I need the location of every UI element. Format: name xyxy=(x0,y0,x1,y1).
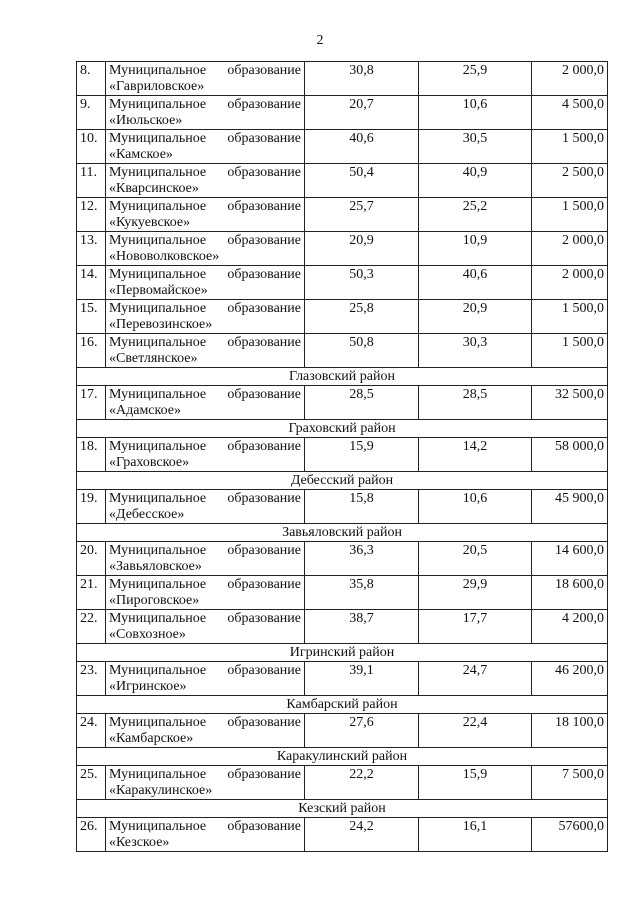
row-number: 25. xyxy=(77,766,106,800)
district-name: Каракулинский район xyxy=(77,748,608,766)
row-number: 22. xyxy=(77,610,106,644)
value-col-2: 29,9 xyxy=(419,576,532,610)
table-row xyxy=(77,164,608,198)
municipality-name: «Пироговское» xyxy=(109,593,200,608)
value-col-1: 24,2 xyxy=(305,818,419,852)
amount-value: 45 900,0 xyxy=(532,490,608,524)
value-col-1: 38,7 xyxy=(305,610,419,644)
row-number: 9. xyxy=(77,96,106,130)
value-col-1: 40,6 xyxy=(305,130,419,164)
district-header-row xyxy=(77,696,608,714)
amount-value: 2 000,0 xyxy=(532,62,608,96)
district-name: Кезский район xyxy=(77,800,608,818)
district-header-row xyxy=(77,524,608,542)
table-row xyxy=(77,714,608,748)
value-col-2: 25,9 xyxy=(419,62,532,96)
value-col-2: 10,6 xyxy=(419,96,532,130)
value-col-2: 15,9 xyxy=(419,766,532,800)
table-row xyxy=(77,96,608,130)
value-col-2: 30,3 xyxy=(419,334,532,368)
amount-value: 58 000,0 xyxy=(532,438,608,472)
amount-value: 2 000,0 xyxy=(532,232,608,266)
value-col-1: 28,5 xyxy=(305,386,419,420)
value-col-2: 17,7 xyxy=(419,610,532,644)
municipality-name: «Граховское» xyxy=(109,455,190,470)
amount-value: 2 500,0 xyxy=(532,164,608,198)
municipality-name: «Кукуевское» xyxy=(109,215,191,230)
value-col-2: 30,5 xyxy=(419,130,532,164)
amount-value: 46 200,0 xyxy=(532,662,608,696)
value-col-2: 14,2 xyxy=(419,438,532,472)
amount-value: 1 500,0 xyxy=(532,198,608,232)
municipality-name-cell xyxy=(106,490,305,524)
municipality-type: Муниципальное образование xyxy=(109,131,301,146)
district-name: Завьяловский район xyxy=(77,524,608,542)
municipalities-table xyxy=(76,61,608,852)
municipality-name-cell xyxy=(106,130,305,164)
district-header-row xyxy=(77,420,608,438)
municipality-name-cell xyxy=(106,300,305,334)
municipality-type: Муниципальное образование xyxy=(109,267,301,282)
row-number: 14. xyxy=(77,266,106,300)
value-col-1: 20,7 xyxy=(305,96,419,130)
municipality-name: «Перевозинское» xyxy=(109,317,213,332)
municipality-type: Муниципальное образование xyxy=(109,543,301,558)
table-row xyxy=(77,766,608,800)
table-row xyxy=(77,232,608,266)
municipality-name-cell xyxy=(106,438,305,472)
municipality-name: «Кезское» xyxy=(109,835,170,850)
municipality-name: «Каракулинское» xyxy=(109,783,213,798)
municipality-name-cell xyxy=(106,334,305,368)
municipality-name: «Дебесское» xyxy=(109,507,185,522)
amount-value: 14 600,0 xyxy=(532,542,608,576)
amount-value: 57600,0 xyxy=(532,818,608,852)
municipality-type: Муниципальное образование xyxy=(109,819,301,834)
table-body xyxy=(77,62,608,852)
row-number: 17. xyxy=(77,386,106,420)
value-col-2: 24,7 xyxy=(419,662,532,696)
district-name: Дебесский район xyxy=(77,472,608,490)
municipality-name-cell xyxy=(106,576,305,610)
table-row xyxy=(77,662,608,696)
value-col-1: 25,7 xyxy=(305,198,419,232)
municipality-name-cell xyxy=(106,818,305,852)
municipality-name-cell xyxy=(106,766,305,800)
table-row xyxy=(77,266,608,300)
municipality-type: Муниципальное образование xyxy=(109,335,301,350)
municipality-name: «Первомайское» xyxy=(109,283,208,298)
municipality-name: «Июльское» xyxy=(109,113,183,128)
municipality-name: «Кварсинское» xyxy=(109,181,199,196)
value-col-1: 50,3 xyxy=(305,266,419,300)
municipality-name-cell xyxy=(106,610,305,644)
municipality-name: «Нововолковское» xyxy=(109,249,220,264)
table-row xyxy=(77,334,608,368)
table-row xyxy=(77,542,608,576)
table-row xyxy=(77,386,608,420)
municipality-name: «Завьяловское» xyxy=(109,559,202,574)
row-number: 24. xyxy=(77,714,106,748)
value-col-1: 22,2 xyxy=(305,766,419,800)
table-row xyxy=(77,300,608,334)
amount-value: 2 000,0 xyxy=(532,266,608,300)
value-col-1: 35,8 xyxy=(305,576,419,610)
value-col-2: 40,9 xyxy=(419,164,532,198)
row-number: 10. xyxy=(77,130,106,164)
municipality-type: Муниципальное образование xyxy=(109,387,301,402)
amount-value: 7 500,0 xyxy=(532,766,608,800)
value-col-2: 20,9 xyxy=(419,300,532,334)
value-col-2: 20,5 xyxy=(419,542,532,576)
page-number: 2 xyxy=(316,33,324,48)
municipality-name: «Камбарское» xyxy=(109,731,194,746)
table-row xyxy=(77,198,608,232)
table-row xyxy=(77,438,608,472)
municipality-type: Муниципальное образование xyxy=(109,233,301,248)
table-row xyxy=(77,576,608,610)
district-header-row xyxy=(77,800,608,818)
value-col-1: 15,8 xyxy=(305,490,419,524)
municipality-type: Муниципальное образование xyxy=(109,439,301,454)
value-col-1: 36,3 xyxy=(305,542,419,576)
municipality-name-cell xyxy=(106,96,305,130)
table-row xyxy=(77,130,608,164)
amount-value: 1 500,0 xyxy=(532,300,608,334)
value-col-2: 16,1 xyxy=(419,818,532,852)
row-number: 13. xyxy=(77,232,106,266)
municipality-name: «Светлянское» xyxy=(109,351,198,366)
municipality-type: Муниципальное образование xyxy=(109,199,301,214)
row-number: 8. xyxy=(77,62,106,96)
amount-value: 18 600,0 xyxy=(532,576,608,610)
district-name: Граховский район xyxy=(77,420,608,438)
municipality-type: Муниципальное образование xyxy=(109,663,301,678)
municipality-name: «Адамское» xyxy=(109,403,181,418)
table-row xyxy=(77,610,608,644)
municipality-type: Муниципальное образование xyxy=(109,611,301,626)
district-header-row xyxy=(77,472,608,490)
district-header-row xyxy=(77,748,608,766)
value-col-2: 40,6 xyxy=(419,266,532,300)
district-name: Глазовский район xyxy=(77,368,608,386)
value-col-2: 10,9 xyxy=(419,232,532,266)
value-col-2: 25,2 xyxy=(419,198,532,232)
value-col-1: 20,9 xyxy=(305,232,419,266)
district-name: Камбарский район xyxy=(77,696,608,714)
municipality-name-cell xyxy=(106,232,305,266)
value-col-2: 22,4 xyxy=(419,714,532,748)
value-col-1: 50,8 xyxy=(305,334,419,368)
municipality-name-cell xyxy=(106,662,305,696)
value-col-2: 10,6 xyxy=(419,490,532,524)
municipality-name-cell xyxy=(106,542,305,576)
municipality-name-cell xyxy=(106,62,305,96)
municipality-type: Муниципальное образование xyxy=(109,715,301,730)
table-row xyxy=(77,818,608,852)
amount-value: 4 500,0 xyxy=(532,96,608,130)
row-number: 19. xyxy=(77,490,106,524)
table-row xyxy=(77,490,608,524)
amount-value: 1 500,0 xyxy=(532,334,608,368)
municipality-type: Муниципальное образование xyxy=(109,97,301,112)
municipality-name: «Камское» xyxy=(109,147,173,162)
value-col-1: 39,1 xyxy=(305,662,419,696)
value-col-1: 50,4 xyxy=(305,164,419,198)
row-number: 26. xyxy=(77,818,106,852)
municipality-name: «Игринское» xyxy=(109,679,187,694)
row-number: 20. xyxy=(77,542,106,576)
municipality-name-cell xyxy=(106,386,305,420)
value-col-2: 28,5 xyxy=(419,386,532,420)
municipality-type: Муниципальное образование xyxy=(109,577,301,592)
value-col-1: 30,8 xyxy=(305,62,419,96)
row-number: 12. xyxy=(77,198,106,232)
amount-value: 32 500,0 xyxy=(532,386,608,420)
municipality-type: Муниципальное образование xyxy=(109,63,301,78)
municipality-type: Муниципальное образование xyxy=(109,165,301,180)
municipality-type: Муниципальное образование xyxy=(109,301,301,316)
municipality-name-cell xyxy=(106,714,305,748)
municipality-type: Муниципальное образование xyxy=(109,491,301,506)
value-col-1: 15,9 xyxy=(305,438,419,472)
municipality-name: «Совхозное» xyxy=(109,627,186,642)
row-number: 16. xyxy=(77,334,106,368)
row-number: 18. xyxy=(77,438,106,472)
municipality-name: «Гавриловское» xyxy=(109,79,205,94)
row-number: 15. xyxy=(77,300,106,334)
value-col-1: 25,8 xyxy=(305,300,419,334)
municipality-name-cell xyxy=(106,198,305,232)
district-header-row xyxy=(77,368,608,386)
municipality-name-cell xyxy=(106,266,305,300)
row-number: 21. xyxy=(77,576,106,610)
row-number: 23. xyxy=(77,662,106,696)
table-row xyxy=(77,62,608,96)
row-number: 11. xyxy=(77,164,106,198)
municipality-type: Муниципальное образование xyxy=(109,767,301,782)
district-name: Игринский район xyxy=(77,644,608,662)
amount-value: 1 500,0 xyxy=(532,130,608,164)
district-header-row xyxy=(77,644,608,662)
municipality-name-cell xyxy=(106,164,305,198)
amount-value: 4 200,0 xyxy=(532,610,608,644)
value-col-1: 27,6 xyxy=(305,714,419,748)
amount-value: 18 100,0 xyxy=(532,714,608,748)
